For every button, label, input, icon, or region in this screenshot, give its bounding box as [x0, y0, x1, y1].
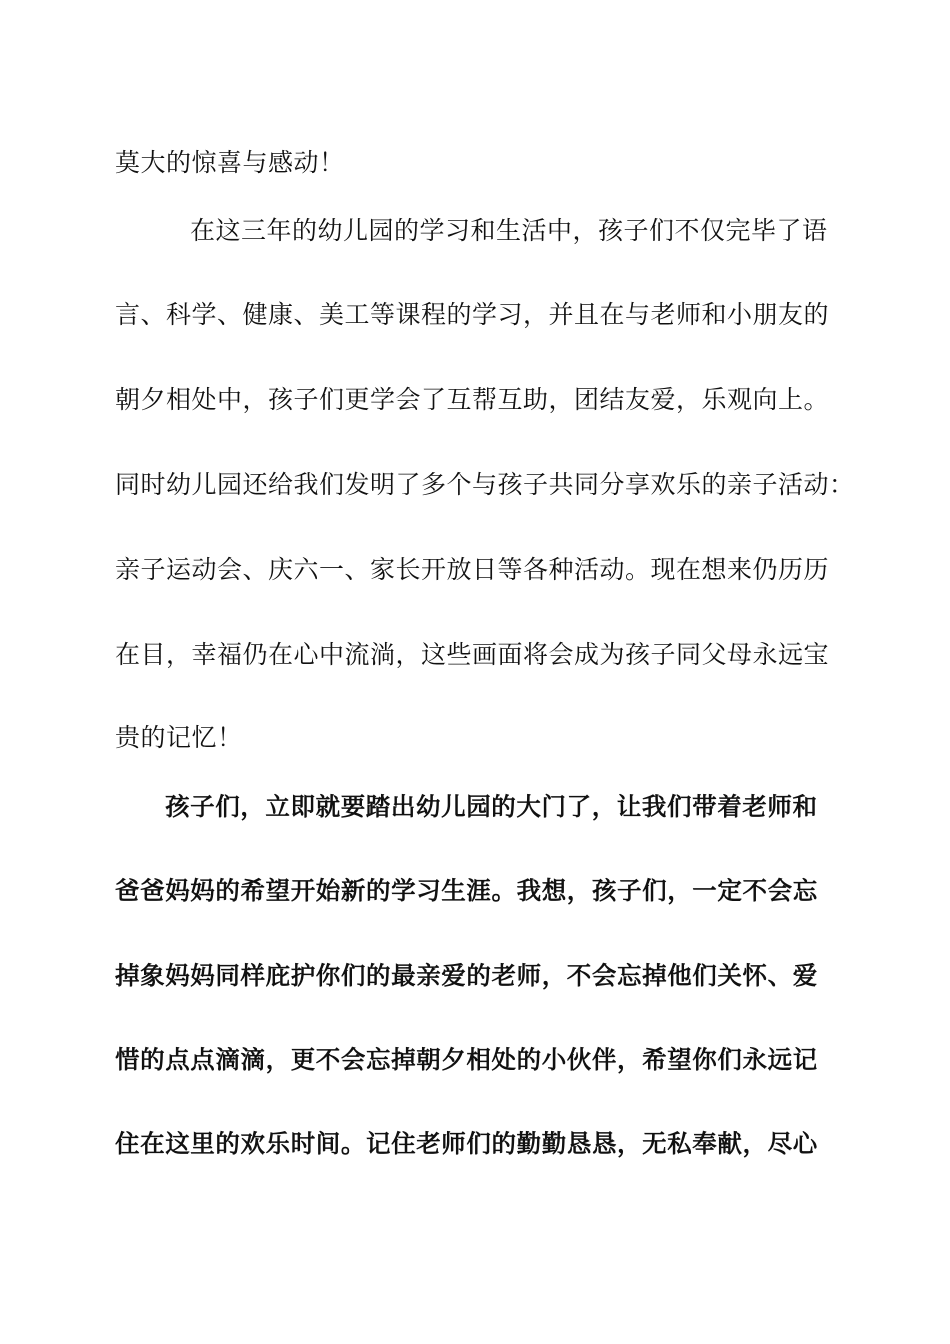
paragraph-1-line-1: 莫大的惊喜与感动！ — [115, 148, 345, 177]
paragraph-2-line-5: 亲子运动会、庆六一、家长开放日等各种活动。现在想来仍历历 — [115, 555, 830, 584]
paragraph-2-line-2: 言、科学、健康、美工等课程的学习，并且在与老师和小朋友的 — [115, 300, 830, 329]
paragraph-2-line-3: 朝夕相处中，孩子们更学会了互帮互助，团结友爱，乐观向上。 — [115, 385, 830, 414]
paragraph-2-line-6: 在目，幸福仍在心中流淌，这些画面将会成为孩子同父母永远宝 — [115, 640, 830, 669]
paragraph-3-line-3: 掉象妈妈同样庇护你们的最亲爱的老师，不会忘掉他们关怀、爱 — [115, 961, 818, 990]
paragraph-2-line-7: 贵的记忆！ — [115, 723, 243, 752]
paragraph-3-line-2: 爸爸妈妈的希望开始新的学习生涯。我想，孩子们，一定不会忘 — [115, 876, 818, 905]
paragraph-3-line-4: 惜的点点滴滴，更不会忘掉朝夕相处的小伙伴，希望你们永远记 — [115, 1045, 818, 1074]
paragraph-2-line-4: 同时幼儿园还给我们发明了多个与孩子共同分享欢乐的亲子活动： — [115, 470, 855, 499]
paragraph-3-line-1: 孩子们，立即就要踏出幼儿园的大门了，让我们带着老师和 — [165, 792, 818, 821]
paragraph-2-line-1: 在这三年的幼儿园的学习和生活中，孩子们不仅完毕了语 — [190, 216, 828, 245]
paragraph-3-line-5: 住在这里的欢乐时间。记住老师们的勤勤恳恳，无私奉献，尽心 — [115, 1129, 818, 1158]
